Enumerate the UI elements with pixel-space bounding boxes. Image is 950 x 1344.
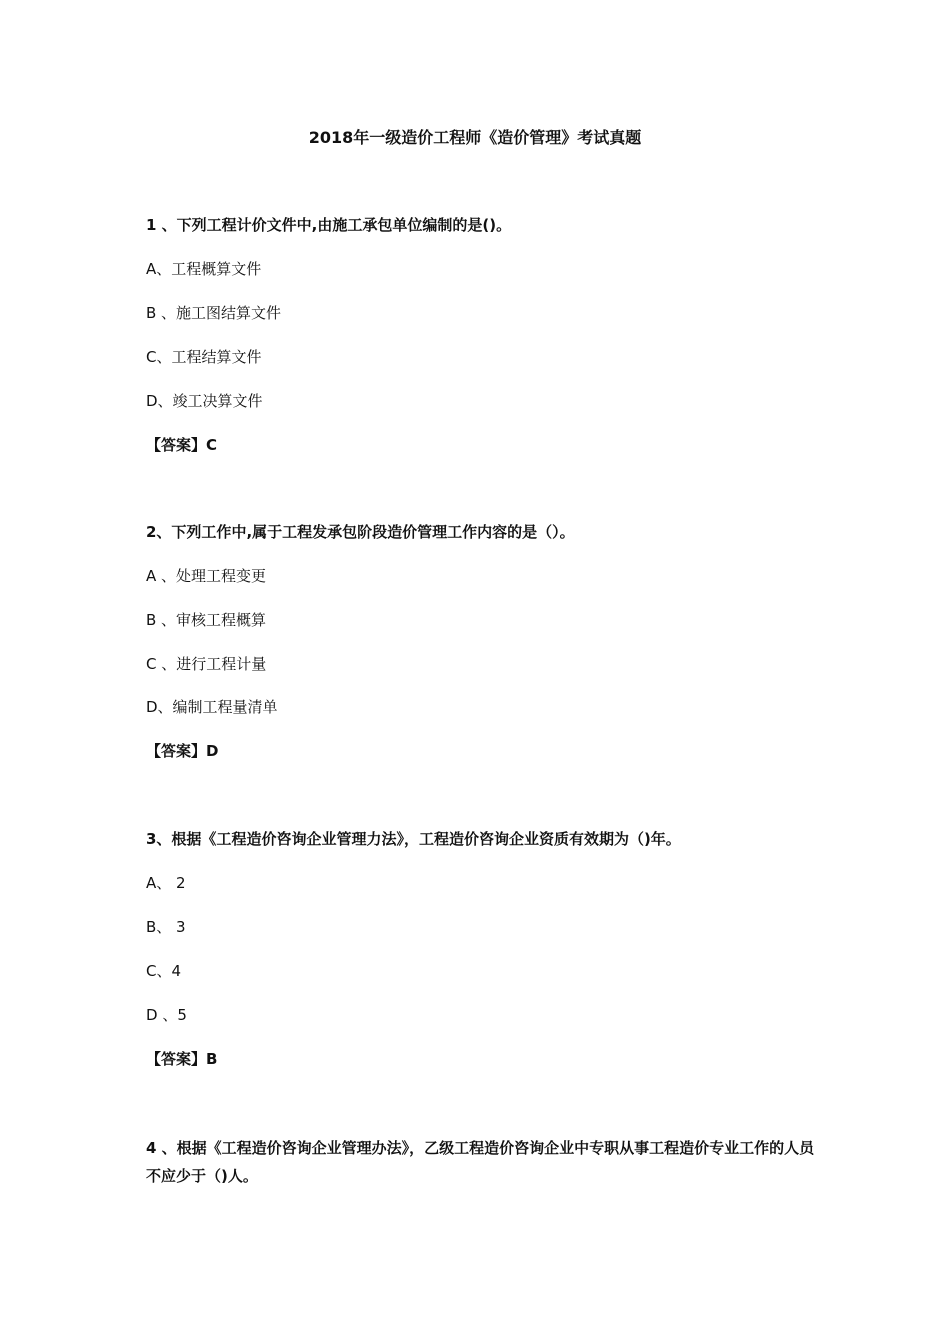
question-1-option-b: B 、施工图结算文件 [146, 304, 282, 322]
question-3-option-d: D 、5 [146, 1006, 187, 1024]
question-3-option-c: C、4 [146, 962, 182, 980]
question-1-answer: 【答案】C [146, 436, 218, 454]
question-1-option-a: A、工程概算文件 [146, 260, 262, 278]
question-2-option-c: C 、进行工程计量 [146, 655, 267, 673]
question-1-option-c: C、工程结算文件 [146, 348, 262, 366]
question-2-option-b: B 、审核工程概算 [146, 611, 267, 629]
document-title: 2018年一级造价工程师《造价管理》考试真题 [308, 128, 642, 147]
question-1-stem: 1 、下列工程计价文件中,由施工承包单位编制的是()。 [146, 216, 512, 234]
question-2-option-a: A 、处理工程变更 [146, 567, 267, 585]
question-2-option-d: D、编制工程量清单 [146, 698, 278, 716]
question-3-answer: 【答案】B [146, 1050, 218, 1068]
question-3-option-b: B、 3 [146, 918, 186, 936]
question-2-answer: 【答案】D [146, 742, 219, 760]
question-2-stem: 2、下列工作中,属于工程发承包阶段造价管理工作内容的是（）。 [146, 523, 575, 541]
question-3-stem: 3、根据《工程造价咨询企业管理力法》，工程造价咨询企业资质有效期为（)年。 [146, 830, 681, 848]
question-3-option-a: A、 2 [146, 874, 186, 892]
question-1-option-d: D、竣工决算文件 [146, 392, 263, 410]
question-4-stem: 4 、根据《工程造价咨询企业管理办法》，乙级工程造价咨询企业中专职从事工程造价专业工作的人员不应少于（)人。 [146, 1139, 815, 1185]
